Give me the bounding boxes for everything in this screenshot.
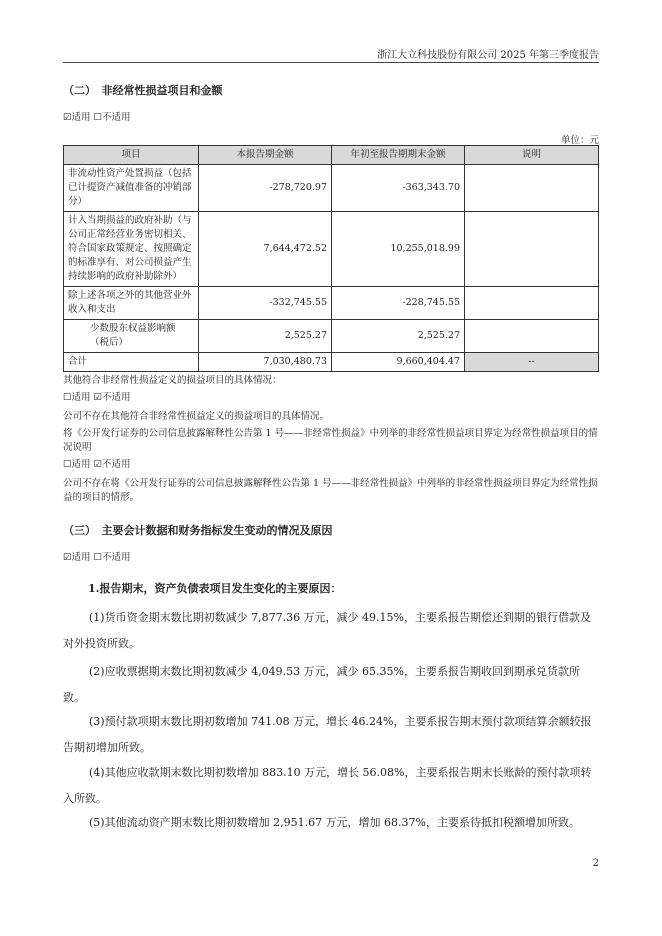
row-item: 少数股东权益影响额（税后） xyxy=(64,320,199,353)
row-current: -332,745.55 xyxy=(199,287,332,320)
col-header-item: 项目 xyxy=(64,146,199,165)
row-note xyxy=(465,287,599,320)
page-number: 2 xyxy=(592,858,599,869)
paragraph-prepayments: (3)预付款项期末数比期初数增加 741.08 万元，增长 46.24%，主要系报告期末预付款项结算余额较报告期初增加所致。 xyxy=(63,715,592,754)
row-ytd: 2,525.27 xyxy=(332,320,465,353)
other-items-note: 其他符合非经常性损益定义的损益项目的具体情况： xyxy=(63,375,282,386)
col-header-note: 说明 xyxy=(465,146,599,165)
row-ytd: -228,745.55 xyxy=(332,287,465,320)
section-title-non-recurring: （二） 非经常性损益项目和金额 xyxy=(63,84,223,97)
row-current: -278,720.97 xyxy=(199,165,332,212)
row-note xyxy=(465,165,599,212)
paragraph-cash: (1)货币资金期末数比期初数减少 7,877.36 万元，减少 49.15%，主要系报告期偿还到期的银行借款及对外投资所致。 xyxy=(63,611,591,650)
table-row xyxy=(64,212,599,287)
unit-label: 单位：元 xyxy=(560,135,599,146)
classification-statement: 公司不存在将《公开发行证券的公司信息披露解释性公告第 1 号——非经常性损益》中列举的非经常性损益项目界定为经常性损益的项目的情形。 xyxy=(63,478,598,503)
balance-sheet-subtitle: 1.报告期末，资产负债表项目发生变化的主要原因： xyxy=(88,582,342,595)
row-current: 7,644,472.52 xyxy=(199,212,332,287)
paragraph-other-receivables: (4)其他应收款期末数比期初数增加 883.10 万元，增长 56.08%，主要系报告期末长账龄的预付款项转入所致。 xyxy=(63,766,592,805)
row-ytd: 10,255,018.99 xyxy=(332,212,465,287)
other-items-statement: 公司不存在其他符合非经常性损益定义的损益项目的具体情况。 xyxy=(63,411,330,422)
table-total-row xyxy=(64,353,599,372)
row-ytd: -363,343.70 xyxy=(332,165,465,212)
paragraph-other-current-assets: (5)其他流动资产期末数比期初数增加 2,951.67 万元，增加 68.37%，主要系待抵扣税额增加所致。 xyxy=(89,816,580,829)
row-item: 非流动性资产处置损益（包括已计提资产减值准备的冲销部分） xyxy=(64,165,199,212)
classification-note: 将《公开发行证券的公司信息披露解释性公告第 1 号——非经常性损益》中列举的非经常性损益项目界定为经常性损益项目的情况说明 xyxy=(63,428,598,453)
table-row xyxy=(64,165,599,212)
row-ytd: 9,660,404.47 xyxy=(332,353,465,372)
col-header-current: 本报告期金额 xyxy=(199,146,332,165)
classification-applicability-checkbox: ☐适用 ☑不适用 xyxy=(63,459,131,470)
row-current: 7,030,480.73 xyxy=(199,353,332,372)
row-note: -- xyxy=(465,353,599,372)
row-current: 2,525.27 xyxy=(199,320,332,353)
row-item: 计入当期损益的政府补助（与公司正常经营业务密切相关、符合国家政策规定、按照确定的标准享有、对公司损益产生持续影响的政府补助除外） xyxy=(64,212,199,287)
non-recurring-table xyxy=(63,145,599,372)
row-note xyxy=(465,320,599,353)
paragraph-notes-receivable: (2)应收票据期末数比期初数减少 4,049.53 万元，减少 65.35%，主要系报告期收回到期承兑货款所致。 xyxy=(63,665,580,704)
report-header: 浙江大立科技股份有限公司 2025 年第三季度报告 xyxy=(377,50,599,61)
row-note xyxy=(465,212,599,287)
table-row xyxy=(64,287,599,320)
header-divider xyxy=(63,62,599,63)
row-item: 除上述各项之外的其他营业外收入和支出 xyxy=(64,287,199,320)
row-item: 合计 xyxy=(64,353,199,372)
applicability-checkbox: ☑适用 ☐不适用 xyxy=(63,112,131,123)
table-header-row xyxy=(64,146,599,165)
section3-applicability-checkbox: ☑适用 ☐不适用 xyxy=(63,552,131,563)
section-title-changes: （三） 主要会计数据和财务指标发生变动的情况及原因 xyxy=(63,524,333,537)
table-row xyxy=(64,320,599,353)
col-header-ytd: 年初至报告期期末金额 xyxy=(332,146,465,165)
other-applicability-checkbox: ☐适用 ☑不适用 xyxy=(63,392,131,403)
